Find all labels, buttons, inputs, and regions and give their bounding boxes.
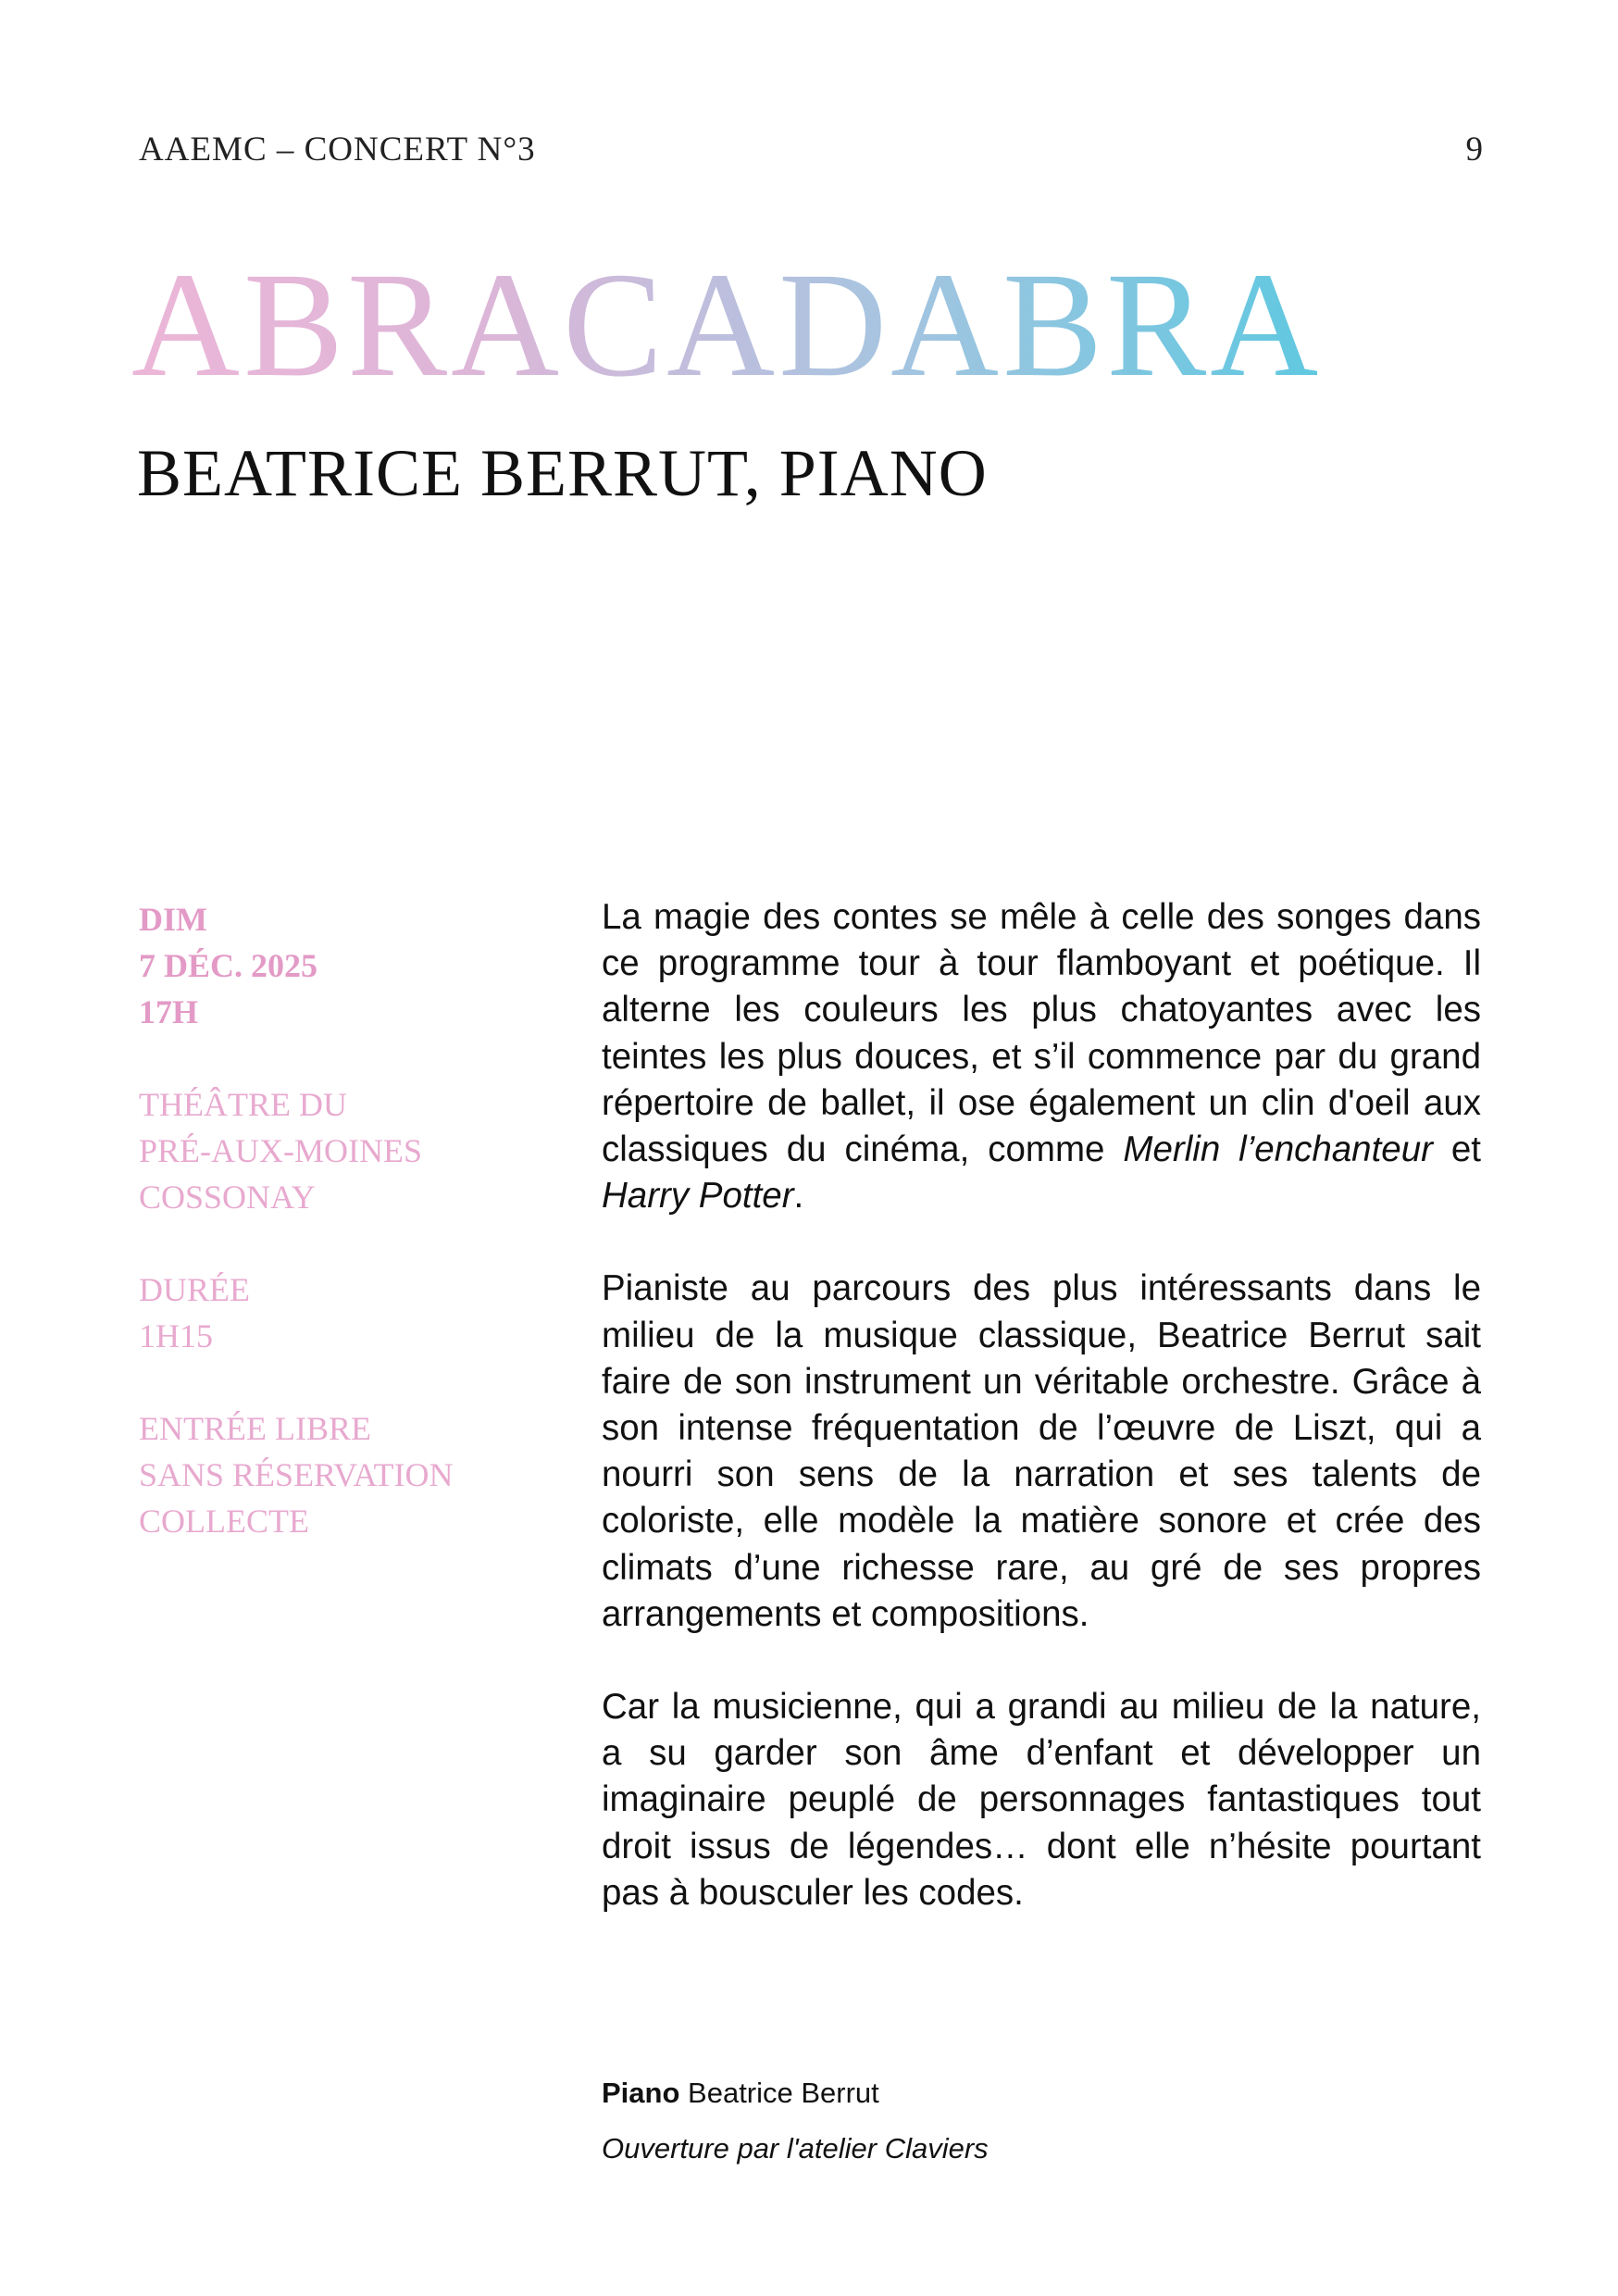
description-paragraph: Pianiste au parcours des plus intéressants dans le milieu de la musique classique, Beatrice Berrut sait faire de son instrument un véritable orchestre. Grâce à son intense fréquentation de l’œuvre de Liszt, qui a nourri son sens de la narration et ses talents de coloriste, elle modèle la matière sonore et crée des climats d’une richesse rare, au gré de ses propres arrangements et compositions. (602, 1268, 1481, 1634)
event-date: 7 DÉC. 2025 (139, 947, 318, 984)
opening-note: Ouverture par l'atelier Claviers (602, 2132, 989, 2165)
punctuation: . (793, 1176, 804, 1217)
page-number: 9 (1465, 131, 1483, 168)
entry-info: COLLECTE (139, 1503, 309, 1540)
credit-performer: Beatrice Berrut (688, 2077, 879, 2109)
description-paragraph (602, 894, 1481, 1219)
running-header (139, 130, 1483, 176)
description (602, 894, 1481, 1916)
performer-subtitle: BEATRICE BERRUT, PIANO (137, 436, 988, 510)
entry-info: ENTRÉE LIBRE (139, 1410, 371, 1447)
paragraph-text: La magie des contes se mêle à celle des songes dans ce programme tour à tour flamboyant et poétique. Il alterne les couleurs les plus chatoyantes avec les teintes les plus douces, et s’il commence par du grand répertoire de ballet, il ose également un clin d'oeil aux classiques du cinéma, comme (602, 897, 1481, 1170)
venue-city: COSSONAY (139, 1179, 316, 1216)
connector-text: et (1450, 1129, 1481, 1170)
spacer (139, 1220, 528, 1267)
credit-role: Piano (602, 2077, 680, 2109)
event-time: 17H (139, 993, 199, 1030)
film-title: Merlin l’enchanteur (1123, 1129, 1433, 1170)
duration-value: 1H15 (139, 1317, 213, 1354)
spacer (139, 1359, 528, 1405)
venue-line: THÉÂTRE DU (139, 1086, 347, 1123)
film-title: Harry Potter (602, 1176, 794, 1217)
credit-row (602, 2074, 1481, 2129)
credits (602, 2074, 1481, 2185)
duration-label: DURÉE (139, 1271, 250, 1308)
running-title: AAEMC – CONCERT N°3 (139, 131, 536, 168)
description-paragraph: Car la musicienne, qui a grandi au milieu de la nature, a su garder son âme d’enfant et développer un imaginaire peuplé de personnages fantastiques tout droit issus de légendes… dont elle n’hésite pourtant pas à bousculer les codes. (602, 1687, 1481, 1913)
event-day: DIM (139, 901, 207, 938)
entry-info: SANS RÉSERVATION (139, 1456, 454, 1493)
spacer (139, 1035, 528, 1081)
venue-line: PRÉ-AUX-MOINES (139, 1132, 422, 1169)
concert-title: ABRACADABRA (131, 236, 1322, 416)
event-info (139, 896, 528, 1544)
